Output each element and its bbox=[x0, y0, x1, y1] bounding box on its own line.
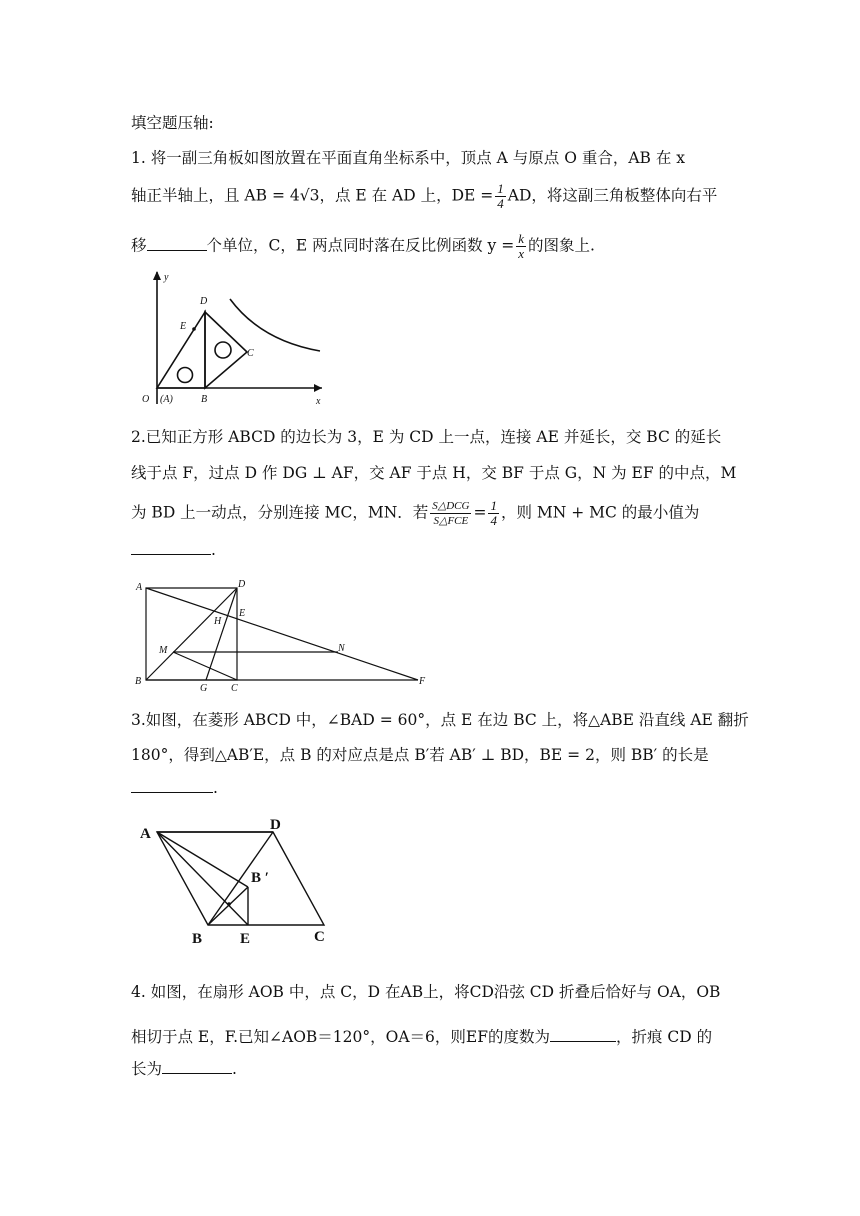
q1-line-3c: 的图象上. bbox=[528, 236, 595, 255]
label-e: E bbox=[240, 931, 251, 947]
label-c: C bbox=[231, 683, 238, 694]
q4-line-1: 4. 如图，在扇形 AOB 中，点 C，D 在AB上，将CD沿弦 CD 折叠后恰好与 OA，OB bbox=[131, 983, 721, 1001]
label-d: D bbox=[270, 817, 281, 833]
section-heading: 填空题压轴: bbox=[131, 114, 214, 132]
q1-frac-num: 1 bbox=[497, 181, 504, 196]
intersection-point bbox=[227, 902, 231, 906]
q1-answer-blank[interactable] bbox=[147, 236, 207, 251]
q3-answer-blank[interactable] bbox=[131, 778, 213, 793]
q2-line-1: 2.已知正方形 ABCD 的边长为 3，E 为 CD 上一点，连接 AE 并延长，交 BC 的延长 bbox=[131, 428, 722, 446]
q2-line-3a: 为 BD 上一动点，分别连接 MC，MN．若 bbox=[131, 503, 429, 522]
label-e: E bbox=[239, 608, 246, 619]
q2-line-3 bbox=[131, 499, 699, 528]
q1-fraction-k-x bbox=[516, 232, 526, 261]
label-b: B bbox=[135, 676, 142, 687]
label-b: B bbox=[201, 394, 208, 405]
line-dg bbox=[206, 588, 237, 680]
q2-equals: = bbox=[473, 503, 487, 522]
q2-ratio-fraction bbox=[488, 499, 499, 528]
diagonal-bd bbox=[146, 588, 237, 680]
q4-line-2b: ，折痕 CD 的 bbox=[615, 1028, 713, 1046]
x-axis-arrow bbox=[314, 384, 322, 392]
hyperbola-curve bbox=[230, 299, 320, 351]
q3-line-2: 180°，得到△AB′E，点 B 的对应点是点 B′若 AB′ ⊥ BD，BE = 2，则 BB′ 的长是 bbox=[131, 746, 709, 764]
label-c: C bbox=[314, 929, 325, 945]
q1-frac2-num: k bbox=[518, 231, 524, 246]
q2-line-3c: ，则 MN + MC 的最小值为 bbox=[500, 503, 700, 522]
q2-frac-den: S△FCE bbox=[433, 515, 469, 527]
q1-line-2a: 轴正半轴上，且 AB = 4√3，点 E 在 AD 上，DE = bbox=[131, 186, 494, 205]
label-m: M bbox=[159, 645, 168, 656]
q2-period: . bbox=[211, 541, 216, 559]
q4-answer-blank-2[interactable] bbox=[162, 1059, 232, 1074]
label-g: G bbox=[200, 683, 208, 694]
hole-circle-2 bbox=[215, 342, 231, 358]
q3-line-3 bbox=[131, 778, 218, 798]
label-o: O bbox=[142, 394, 150, 405]
label-b: B bbox=[192, 931, 203, 947]
line-af bbox=[146, 588, 418, 680]
label-c: C bbox=[247, 348, 254, 359]
q1-figure bbox=[130, 266, 330, 408]
q3-period: . bbox=[213, 779, 218, 797]
q3-figure bbox=[130, 812, 340, 947]
q4-answer-blank-1[interactable] bbox=[550, 1027, 616, 1042]
q1-fraction bbox=[495, 182, 506, 211]
q2-answer-blank[interactable] bbox=[131, 540, 211, 555]
q2-frac2-den: 4 bbox=[490, 513, 497, 528]
hole-circle-1 bbox=[178, 368, 193, 383]
q2-frac-num: S△DCG bbox=[432, 500, 470, 512]
q4-period: . bbox=[232, 1060, 237, 1078]
point-e bbox=[192, 327, 196, 331]
triangle-dbc bbox=[205, 312, 247, 388]
q2-area-fraction bbox=[430, 499, 471, 528]
q1-line-1: 1. 将一副三角板如图放置在平面直角坐标系中，顶点 A 与原点 O 重合，AB 在 x bbox=[131, 149, 686, 167]
q2-figure bbox=[130, 576, 435, 694]
q4-line-3 bbox=[131, 1059, 237, 1079]
q1-line-3a: 移 bbox=[131, 236, 147, 255]
q1-line-2b: AD，将这副三角板整体向右平 bbox=[507, 186, 718, 205]
label-e: E bbox=[180, 321, 187, 332]
label-x: x bbox=[316, 396, 321, 407]
q1-frac2-den: x bbox=[518, 246, 524, 261]
label-h: H bbox=[214, 616, 222, 627]
q2-frac2-num: 1 bbox=[490, 498, 497, 513]
q1-frac-den: 4 bbox=[497, 196, 504, 211]
y-axis-arrow bbox=[153, 271, 161, 280]
q1-line-3 bbox=[131, 232, 595, 261]
q4-line-2 bbox=[131, 1027, 712, 1047]
q4-line-3a: 长为 bbox=[131, 1060, 163, 1078]
label-b-prime: B ′ bbox=[251, 870, 269, 886]
q4-line-2a: 相切于点 E，F.已知∠AOB＝120°，OA＝6，则EF的度数为 bbox=[131, 1028, 550, 1046]
q1-line-3b: 个单位，C，E 两点同时落在反比例函数 y = bbox=[206, 236, 515, 255]
q2-line-4 bbox=[131, 540, 216, 560]
label-a: A bbox=[140, 826, 151, 842]
label-n: N bbox=[338, 643, 345, 654]
label-d: D bbox=[200, 296, 208, 307]
q3-line-1: 3.如图，在菱形 ABCD 中，∠BAD = 60°，点 E 在边 BC 上，将△ABE 沿直线 AE 翻折 bbox=[131, 711, 749, 729]
label-a: A bbox=[136, 582, 143, 593]
label-f: F bbox=[419, 676, 426, 687]
q1-line-2 bbox=[131, 182, 717, 211]
line-mc bbox=[173, 652, 237, 680]
label-a: (A) bbox=[160, 394, 173, 405]
q2-line-2: 线于点 F，过点 D 作 DG ⊥ AF，交 AF 于点 H，交 BF 于点 G，N 为 EF 的中点，M bbox=[131, 464, 737, 482]
label-y: y bbox=[164, 272, 169, 283]
label-d: D bbox=[238, 579, 246, 590]
